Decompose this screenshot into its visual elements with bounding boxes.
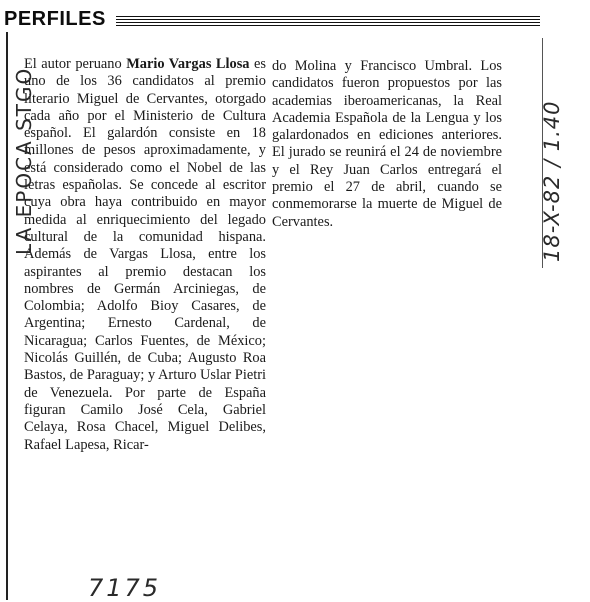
left-column-body: es uno de los 36 candidatos al premio literario Miguel de Cervantes, otorgado cada año por el Ministerio de Cultura español. El galardón consiste en 18 millones de pesos aproximadamente, y está considerado como el Nobel de las letras españolas. Se concede al escritor cuya obra haya contribuido en mayor medida al enriquecimiento del legado cultural de la comunidad hispana. Además de Vargas Llosa, entre los aspirantes al premio destacan los nombres de Germán Arciniegas, de Colombia; Adolfo Bioy Casares, de Argentina; Ernesto Cardenal, de Nicaragua; Carlos Fuentes, de México; Nicolás Guillén, de Cuba; Augusto Roa Bastos, de Paraguay; y Arturo Uslar Pietri de Venezuela. Por parte de España figuran Camilo José Cela, Gabriel Celaya, Rosa Chacel, Miguel Delibes, Rafael Lapesa, Ricar- — [24, 56, 266, 453]
header-rule-decoration — [116, 14, 540, 26]
lead-text: El autor peruano — [24, 56, 127, 72]
handwritten-date: 18-X-82 / 1.40 — [540, 100, 564, 262]
article-left-column — [24, 56, 266, 454]
archive-stamp-text: LA EPOCA STGO — [12, 66, 36, 255]
author-name: Mario Vargas Llosa — [126, 56, 250, 72]
article-paragraph-left — [24, 56, 266, 454]
left-border-rule — [6, 32, 8, 600]
article-right-column — [272, 58, 502, 231]
section-header — [4, 8, 540, 30]
handwritten-archive-number: 7175 — [88, 574, 162, 602]
right-column-body: do Molina y Francisco Umbral. Los candidatos fueron propuestos por las academias iberoamericanas, la Real Academia Española de la Lengua y los galardonados en ediciones anteriores. El jurado se reunirá el 24 de noviembre y el Rey Juan Carlos entregará el premio el 27 de abril, cuando se conmemorarse la muerte de Miguel de Cervantes. — [272, 58, 502, 230]
section-title: PERFILES — [4, 8, 106, 30]
